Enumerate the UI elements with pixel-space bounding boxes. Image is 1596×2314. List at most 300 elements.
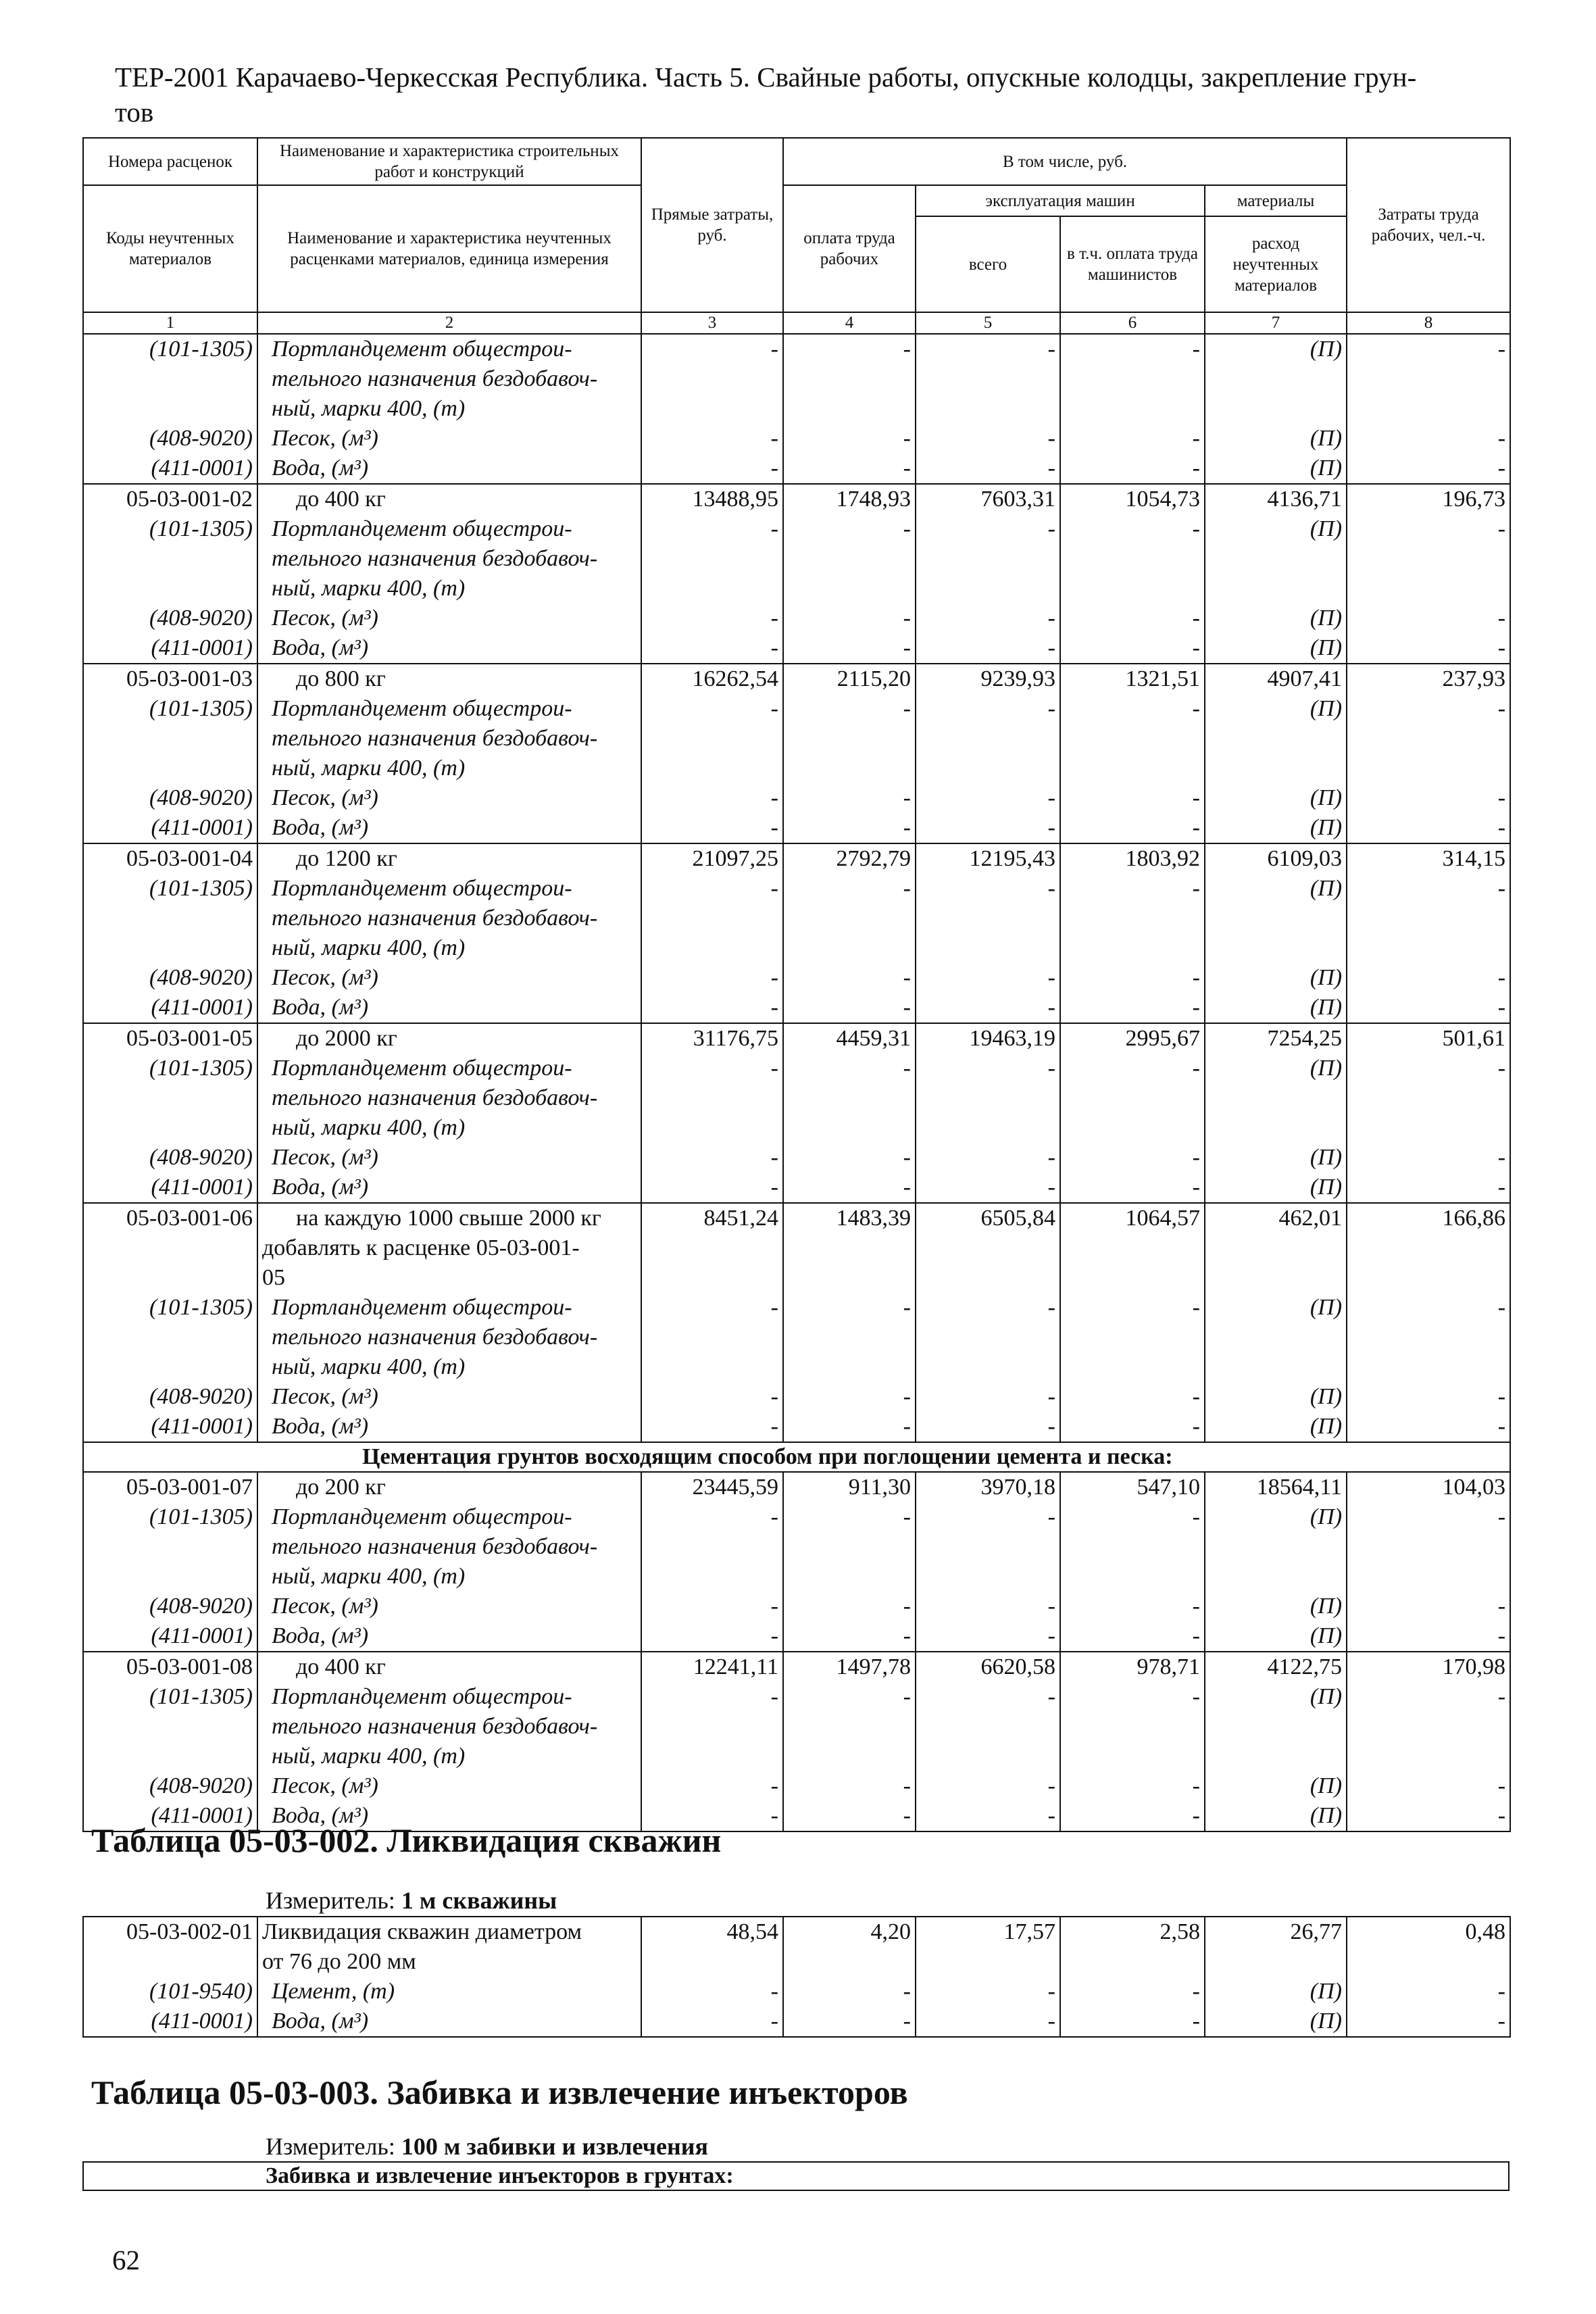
drivers-wages: - xyxy=(1060,1801,1205,1831)
machines-total: 7603,31 xyxy=(916,484,1060,514)
material-consumption: (П) xyxy=(1205,1592,1347,1621)
machines-total: - xyxy=(916,2007,1060,2037)
drivers-wages: - xyxy=(1060,993,1205,1023)
direct-costs xyxy=(641,544,783,574)
machines-total: - xyxy=(916,1771,1060,1801)
continuation-row xyxy=(83,364,1510,394)
continuation-row xyxy=(83,904,1510,933)
work-name: от 76 до 200 мм xyxy=(257,1947,641,1977)
material-name: Портландцемент общестрои- xyxy=(257,1502,641,1532)
rate-number xyxy=(83,574,257,604)
column-number: 7 xyxy=(1205,312,1347,334)
page-number: 62 xyxy=(112,2244,140,2275)
direct-costs: - xyxy=(641,1382,783,1412)
wages: - xyxy=(783,1502,916,1532)
machines-total xyxy=(916,1352,1060,1382)
machines-total: - xyxy=(916,1682,1060,1712)
material-code: (408-9020) xyxy=(83,424,257,453)
material-name: тельного назначения бездобавоч- xyxy=(257,364,641,394)
rate-number: 05-03-001-06 xyxy=(83,1203,257,1233)
machines-total: - xyxy=(916,1054,1060,1083)
material-consumption xyxy=(1205,1323,1347,1352)
direct-costs xyxy=(641,1352,783,1382)
wages: 4459,31 xyxy=(783,1023,916,1054)
direct-costs: - xyxy=(641,874,783,904)
material-name: Вода, (м³) xyxy=(257,1173,641,1203)
machines-total: - xyxy=(916,1412,1060,1442)
machines-total xyxy=(916,754,1060,783)
labor-costs: - xyxy=(1347,424,1510,453)
material-row xyxy=(83,1143,1510,1173)
drivers-wages xyxy=(1060,1532,1205,1562)
machines-total: 17,57 xyxy=(916,1917,1060,1947)
work-name: Ликвидация скважин диаметром xyxy=(257,1917,641,1947)
material-row xyxy=(83,1502,1510,1532)
rate-number xyxy=(83,1532,257,1562)
head-work-name: Наименование и характеристика строительных работ и конструкций xyxy=(257,138,641,185)
drivers-wages xyxy=(1060,1562,1205,1592)
material-name: ный, марки 400, (т) xyxy=(257,933,641,963)
wages: - xyxy=(783,1771,916,1801)
rate-number xyxy=(83,1263,257,1293)
material-row xyxy=(83,1771,1510,1801)
material-name: Песок, (м³) xyxy=(257,1771,641,1801)
direct-costs: - xyxy=(641,813,783,843)
direct-costs: - xyxy=(641,334,783,364)
continuation-row xyxy=(83,1323,1510,1352)
labor-costs xyxy=(1347,1352,1510,1382)
direct-costs: 13488,95 xyxy=(641,484,783,514)
drivers-wages: - xyxy=(1060,514,1205,544)
direct-costs: 48,54 xyxy=(641,1917,783,1947)
material-name: Песок, (м³) xyxy=(257,604,641,633)
material-code: (408-9020) xyxy=(83,1771,257,1801)
drivers-wages: - xyxy=(1060,453,1205,484)
wages xyxy=(783,1947,916,1977)
drivers-wages xyxy=(1060,574,1205,604)
material-code: (408-9020) xyxy=(83,1592,257,1621)
material-code: (408-9020) xyxy=(83,1382,257,1412)
material-consumption: 4136,71 xyxy=(1205,484,1347,514)
machines-total xyxy=(916,544,1060,574)
material-consumption xyxy=(1205,1263,1347,1293)
material-consumption: (П) xyxy=(1205,694,1347,724)
labor-costs: - xyxy=(1347,1173,1510,1203)
material-name: Вода, (м³) xyxy=(257,1801,641,1831)
material-name: Портландцемент общестрои- xyxy=(257,694,641,724)
column-number: 6 xyxy=(1060,312,1205,334)
drivers-wages xyxy=(1060,1113,1205,1143)
wages: 911,30 xyxy=(783,1472,916,1502)
wages: - xyxy=(783,874,916,904)
table-003-section: Забивка и извлечение инъекторов в грунтах: xyxy=(266,2163,734,2188)
section-row xyxy=(83,1442,1510,1472)
rate-number xyxy=(83,754,257,783)
direct-costs xyxy=(641,1083,783,1113)
drivers-wages: - xyxy=(1060,1143,1205,1173)
material-consumption: (П) xyxy=(1205,993,1347,1023)
material-consumption xyxy=(1205,1712,1347,1742)
material-consumption xyxy=(1205,1562,1347,1592)
direct-costs: - xyxy=(641,1293,783,1323)
wages xyxy=(783,1323,916,1352)
table-003-left-rule xyxy=(82,2161,84,2191)
direct-costs: - xyxy=(641,1621,783,1652)
rate-number xyxy=(83,1712,257,1742)
machines-total: - xyxy=(916,1801,1060,1831)
drivers-wages xyxy=(1060,933,1205,963)
wages: 2792,79 xyxy=(783,843,916,874)
machines-total: - xyxy=(916,334,1060,364)
work-name: до 800 кг xyxy=(257,664,641,694)
rate-row xyxy=(83,843,1510,874)
material-name: Вода, (м³) xyxy=(257,993,641,1023)
material-row xyxy=(83,1621,1510,1652)
labor-costs: - xyxy=(1347,2007,1510,2037)
direct-costs: - xyxy=(641,694,783,724)
material-row xyxy=(83,334,1510,364)
drivers-wages: - xyxy=(1060,1502,1205,1532)
work-name: добавлять к расценке 05-03-001- xyxy=(257,1233,641,1263)
drivers-wages: - xyxy=(1060,1682,1205,1712)
wages xyxy=(783,1562,916,1592)
direct-costs xyxy=(641,1742,783,1771)
direct-costs: - xyxy=(641,604,783,633)
rate-number xyxy=(83,394,257,424)
direct-costs: 12241,11 xyxy=(641,1652,783,1682)
material-row xyxy=(83,453,1510,484)
material-row xyxy=(83,424,1510,453)
measure-value: 100 м забивки и извлечения xyxy=(401,2133,708,2160)
material-row xyxy=(83,1682,1510,1712)
machines-total: 6620,58 xyxy=(916,1652,1060,1682)
direct-costs: - xyxy=(641,1977,783,2007)
measure-label: Измеритель: xyxy=(266,2133,395,2160)
labor-costs: - xyxy=(1347,813,1510,843)
wages: - xyxy=(783,1682,916,1712)
labor-costs xyxy=(1347,364,1510,394)
material-code: (411-0001) xyxy=(83,993,257,1023)
labor-costs: - xyxy=(1347,963,1510,993)
continuation-row xyxy=(83,544,1510,574)
material-row xyxy=(83,694,1510,724)
material-name: Портландцемент общестрои- xyxy=(257,1293,641,1323)
direct-costs: 23445,59 xyxy=(641,1472,783,1502)
machines-total: - xyxy=(916,1592,1060,1621)
drivers-wages: - xyxy=(1060,1592,1205,1621)
drivers-wages: 1321,51 xyxy=(1060,664,1205,694)
page-header xyxy=(115,59,1507,130)
labor-costs xyxy=(1347,574,1510,604)
direct-costs xyxy=(641,1233,783,1263)
direct-costs: - xyxy=(641,1502,783,1532)
direct-costs xyxy=(641,1947,783,1977)
material-name: тельного назначения бездобавоч- xyxy=(257,724,641,754)
machines-total: - xyxy=(916,1977,1060,2007)
material-consumption: 26,77 xyxy=(1205,1917,1347,1947)
material-consumption xyxy=(1205,904,1347,933)
material-code: (408-9020) xyxy=(83,783,257,813)
direct-costs: - xyxy=(641,963,783,993)
material-code: (101-1305) xyxy=(83,334,257,364)
labor-costs xyxy=(1347,754,1510,783)
material-code: (411-0001) xyxy=(83,633,257,664)
direct-costs: - xyxy=(641,1771,783,1801)
machines-total xyxy=(916,574,1060,604)
head-including: В том числе, руб. xyxy=(783,138,1347,185)
material-row xyxy=(83,993,1510,1023)
labor-costs: - xyxy=(1347,1054,1510,1083)
drivers-wages: - xyxy=(1060,633,1205,664)
wages xyxy=(783,1532,916,1562)
material-name: Портландцемент общестрои- xyxy=(257,874,641,904)
rate-number: 05-03-001-05 xyxy=(83,1023,257,1054)
header-line-2: тов xyxy=(115,97,154,128)
labor-costs: 314,15 xyxy=(1347,843,1510,874)
drivers-wages xyxy=(1060,394,1205,424)
labor-costs: - xyxy=(1347,1771,1510,1801)
wages: - xyxy=(783,604,916,633)
labor-costs: 501,61 xyxy=(1347,1023,1510,1054)
labor-costs xyxy=(1347,1083,1510,1113)
drivers-wages: 2,58 xyxy=(1060,1917,1205,1947)
rate-number xyxy=(83,364,257,394)
material-consumption xyxy=(1205,394,1347,424)
machines-total xyxy=(916,724,1060,754)
material-code: (411-0001) xyxy=(83,453,257,484)
material-code: (101-1305) xyxy=(83,514,257,544)
material-name: Песок, (м³) xyxy=(257,783,641,813)
measure-value: 1 м скважины xyxy=(401,1887,557,1914)
column-number: 2 xyxy=(257,312,641,334)
machines-total xyxy=(916,1113,1060,1143)
wages xyxy=(783,574,916,604)
material-name: Вода, (м³) xyxy=(257,1412,641,1442)
work-name: до 400 кг xyxy=(257,1652,641,1682)
wages xyxy=(783,754,916,783)
material-name: ный, марки 400, (т) xyxy=(257,1113,641,1143)
labor-costs: - xyxy=(1347,453,1510,484)
wages: - xyxy=(783,1801,916,1831)
wages: 1497,78 xyxy=(783,1652,916,1682)
continuation-row xyxy=(83,724,1510,754)
material-row xyxy=(83,1293,1510,1323)
drivers-wages: - xyxy=(1060,334,1205,364)
machines-total: - xyxy=(916,604,1060,633)
material-consumption: (П) xyxy=(1205,1293,1347,1323)
machines-total xyxy=(916,364,1060,394)
rate-row xyxy=(83,664,1510,694)
machines-total: 12195,43 xyxy=(916,843,1060,874)
wages: - xyxy=(783,1592,916,1621)
direct-costs: - xyxy=(641,1682,783,1712)
labor-costs xyxy=(1347,1742,1510,1771)
material-consumption: (П) xyxy=(1205,813,1347,843)
material-name: Портландцемент общестрои- xyxy=(257,1054,641,1083)
material-consumption: (П) xyxy=(1205,424,1347,453)
labor-costs: - xyxy=(1347,993,1510,1023)
labor-costs: 104,03 xyxy=(1347,1472,1510,1502)
rate-number xyxy=(83,904,257,933)
machines-total: 6505,84 xyxy=(916,1203,1060,1233)
material-consumption: (П) xyxy=(1205,963,1347,993)
drivers-wages: - xyxy=(1060,813,1205,843)
material-name: тельного назначения бездобавоч- xyxy=(257,544,641,574)
labor-costs xyxy=(1347,1562,1510,1592)
direct-costs xyxy=(641,364,783,394)
material-code: (411-0001) xyxy=(83,1621,257,1652)
machines-total: 3970,18 xyxy=(916,1472,1060,1502)
rate-number xyxy=(83,1947,257,1977)
material-consumption xyxy=(1205,933,1347,963)
material-code: (411-0001) xyxy=(83,1801,257,1831)
wages: 2115,20 xyxy=(783,664,916,694)
continuation-row xyxy=(83,1113,1510,1143)
wages xyxy=(783,1113,916,1143)
measure-label: Измеритель: xyxy=(266,1887,395,1914)
material-consumption xyxy=(1205,1113,1347,1143)
labor-costs xyxy=(1347,724,1510,754)
material-consumption: (П) xyxy=(1205,604,1347,633)
direct-costs: - xyxy=(641,633,783,664)
material-row xyxy=(83,963,1510,993)
material-consumption: (П) xyxy=(1205,1054,1347,1083)
rate-number: 05-03-001-03 xyxy=(83,664,257,694)
labor-costs xyxy=(1347,544,1510,574)
drivers-wages xyxy=(1060,1947,1205,1977)
wages: - xyxy=(783,1054,916,1083)
rate-number xyxy=(83,724,257,754)
direct-costs xyxy=(641,754,783,783)
material-consumption: 4122,75 xyxy=(1205,1652,1347,1682)
wages xyxy=(783,1352,916,1382)
labor-costs xyxy=(1347,904,1510,933)
labor-costs: - xyxy=(1347,874,1510,904)
head-rate-numbers: Номера расценок xyxy=(83,138,257,185)
rate-row xyxy=(83,1023,1510,1054)
material-name: Вода, (м³) xyxy=(257,1621,641,1652)
material-name: тельного назначения бездобавоч- xyxy=(257,1083,641,1113)
rate-number xyxy=(83,1352,257,1382)
material-code: (411-0001) xyxy=(83,1412,257,1442)
machines-total: - xyxy=(916,783,1060,813)
labor-costs: 166,86 xyxy=(1347,1203,1510,1233)
rate-row xyxy=(83,1203,1510,1233)
material-row xyxy=(83,1592,1510,1621)
machines-total: - xyxy=(916,514,1060,544)
wages xyxy=(783,394,916,424)
machines-total xyxy=(916,1532,1060,1562)
drivers-wages: 2995,67 xyxy=(1060,1023,1205,1054)
material-consumption: (П) xyxy=(1205,783,1347,813)
drivers-wages xyxy=(1060,544,1205,574)
drivers-wages xyxy=(1060,1263,1205,1293)
drivers-wages: - xyxy=(1060,1293,1205,1323)
material-name: Вода, (м³) xyxy=(257,813,641,843)
wages: - xyxy=(783,1621,916,1652)
machines-total: 9239,93 xyxy=(916,664,1060,694)
wages xyxy=(783,1233,916,1263)
header-line-1: ТЕР-2001 Карачаево-Черкесская Республика. Часть 5. Свайные работы, опускные колодцы, закрепление грун- xyxy=(115,61,1417,93)
drivers-wages xyxy=(1060,1083,1205,1113)
drivers-wages: - xyxy=(1060,1412,1205,1442)
direct-costs: - xyxy=(641,453,783,484)
material-name: тельного назначения бездобавоч- xyxy=(257,1532,641,1562)
wages: - xyxy=(783,813,916,843)
work-name: до 200 кг xyxy=(257,1472,641,1502)
wages: - xyxy=(783,1173,916,1203)
material-consumption: (П) xyxy=(1205,514,1347,544)
direct-costs xyxy=(641,1532,783,1562)
head-wages: оплата труда рабочих xyxy=(783,185,916,312)
wages: - xyxy=(783,993,916,1023)
material-name: Песок, (м³) xyxy=(257,424,641,453)
material-code: (101-1305) xyxy=(83,874,257,904)
wages xyxy=(783,724,916,754)
continuation-row xyxy=(83,1233,1510,1263)
material-code: (411-0001) xyxy=(83,2007,257,2037)
rate-number xyxy=(83,1323,257,1352)
material-consumption xyxy=(1205,1742,1347,1771)
machines-total: 19463,19 xyxy=(916,1023,1060,1054)
direct-costs xyxy=(641,574,783,604)
material-name: тельного назначения бездобавоч- xyxy=(257,904,641,933)
continuation-row xyxy=(83,1083,1510,1113)
direct-costs: - xyxy=(641,424,783,453)
rates-table-001 xyxy=(82,137,1511,1832)
material-consumption: (П) xyxy=(1205,2007,1347,2037)
table-002-title: Таблица 05-03-002. Ликвидация скважин xyxy=(91,1821,722,1859)
material-code: (101-1305) xyxy=(83,1054,257,1083)
material-row xyxy=(83,604,1510,633)
material-consumption: (П) xyxy=(1205,1382,1347,1412)
drivers-wages: - xyxy=(1060,694,1205,724)
material-consumption: 6109,03 xyxy=(1205,843,1347,874)
machines-total: - xyxy=(916,1143,1060,1173)
material-row xyxy=(83,514,1510,544)
material-name: ный, марки 400, (т) xyxy=(257,1742,641,1771)
direct-costs: 31176,75 xyxy=(641,1023,783,1054)
column-number: 5 xyxy=(916,312,1060,334)
wages: - xyxy=(783,334,916,364)
table-003-right-rule xyxy=(1508,2161,1510,2191)
material-name: ный, марки 400, (т) xyxy=(257,1562,641,1592)
work-name: до 1200 кг xyxy=(257,843,641,874)
machines-total xyxy=(916,1562,1060,1592)
wages xyxy=(783,1263,916,1293)
drivers-wages: - xyxy=(1060,1621,1205,1652)
machines-total: - xyxy=(916,1621,1060,1652)
wages: - xyxy=(783,1382,916,1412)
column-number: 4 xyxy=(783,312,916,334)
machines-total xyxy=(916,1712,1060,1742)
direct-costs xyxy=(641,394,783,424)
labor-costs: 196,73 xyxy=(1347,484,1510,514)
material-consumption xyxy=(1205,754,1347,783)
material-name: Портландцемент общестрои- xyxy=(257,334,641,364)
labor-costs: - xyxy=(1347,604,1510,633)
continuation-row xyxy=(83,933,1510,963)
material-row xyxy=(83,1173,1510,1203)
labor-costs: - xyxy=(1347,334,1510,364)
material-consumption xyxy=(1205,724,1347,754)
wages xyxy=(783,1742,916,1771)
rate-row xyxy=(83,1472,1510,1502)
drivers-wages xyxy=(1060,1712,1205,1742)
material-row xyxy=(83,2007,1510,2037)
wages xyxy=(783,1083,916,1113)
machines-total xyxy=(916,1742,1060,1771)
